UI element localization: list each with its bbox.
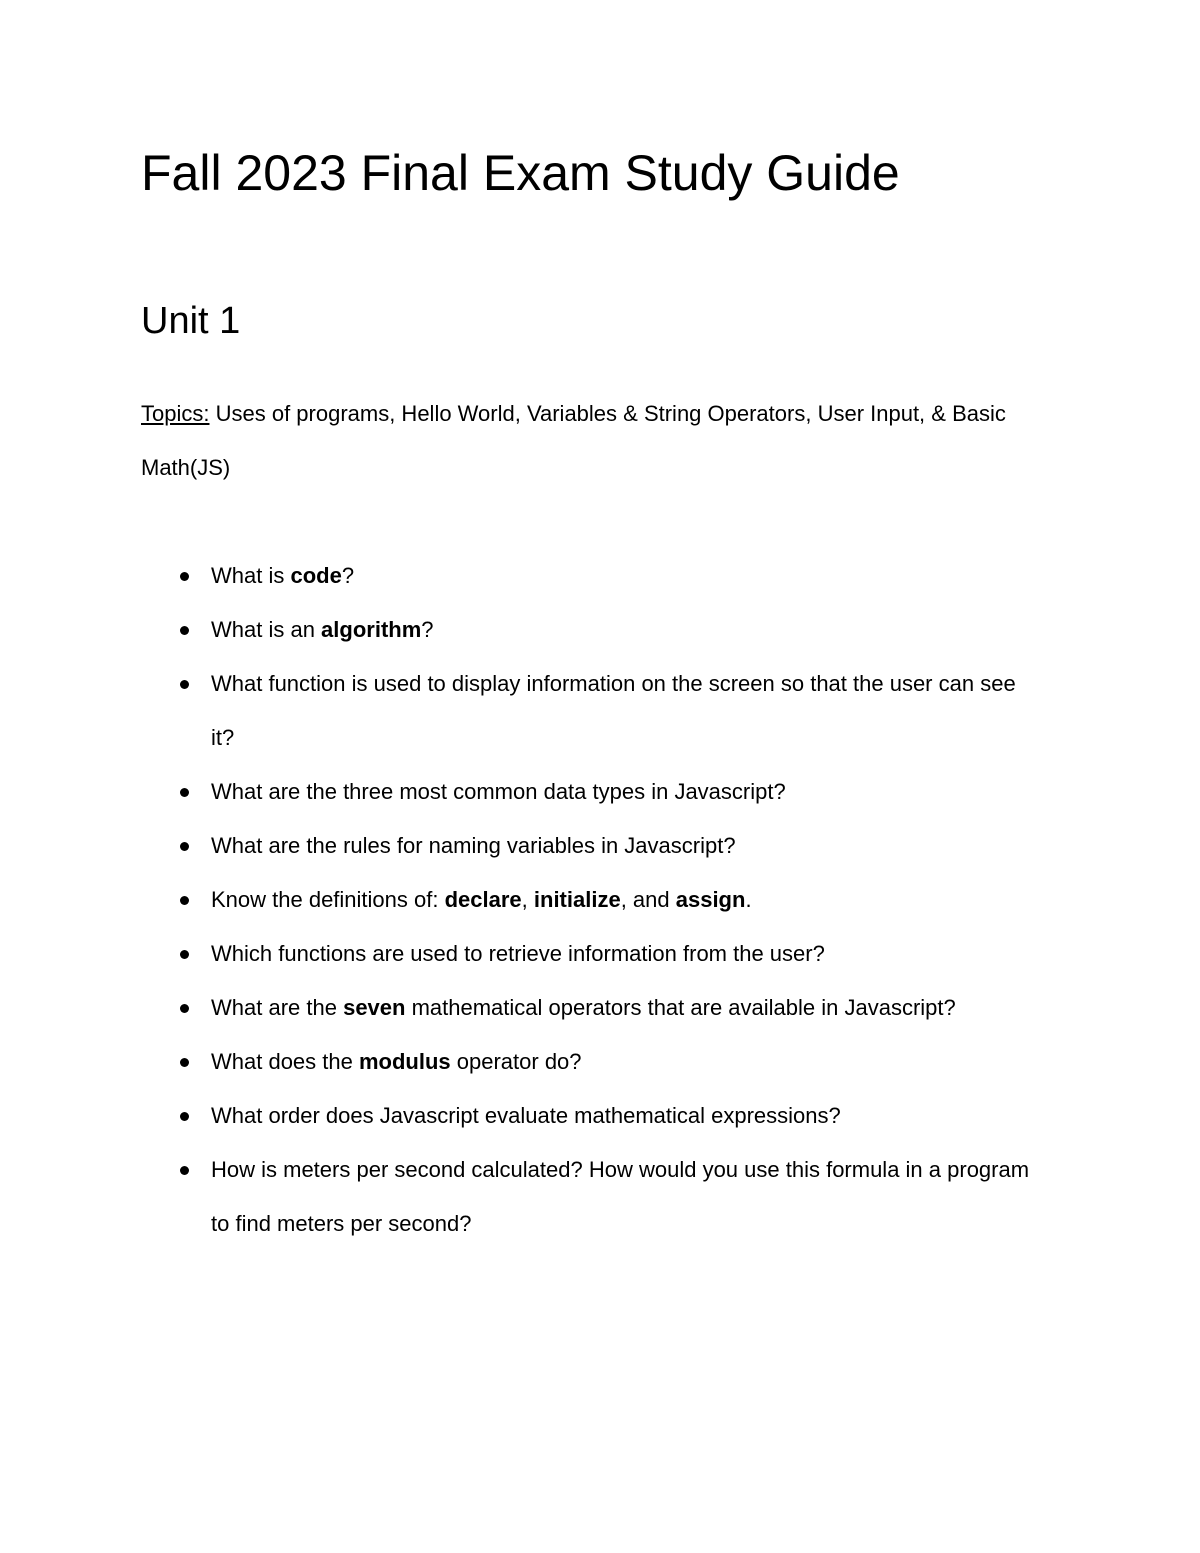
- question-text: ?: [421, 617, 434, 642]
- bullet-icon: [180, 680, 189, 689]
- question-text: What function is used to display information on the screen so that the user can see it?: [211, 671, 1016, 750]
- bullet-icon: [180, 896, 189, 905]
- question-text: What are the: [211, 995, 344, 1020]
- topics-text: Uses of programs, Hello World, Variables & String Operators, User Input, & Basic Math(JS): [141, 401, 1006, 480]
- question-text: ,: [521, 887, 534, 912]
- bullet-icon: [180, 572, 189, 581]
- question-item: [141, 819, 1041, 873]
- bullet-icon: [180, 1058, 189, 1067]
- bullet-icon: [180, 842, 189, 851]
- question-keyword: assign: [675, 887, 746, 912]
- question-item: [141, 873, 1041, 927]
- question-keyword: code: [290, 563, 342, 588]
- question-item: [141, 603, 1041, 657]
- topics-label: Topics:: [141, 401, 210, 426]
- bullet-icon: [180, 1112, 189, 1121]
- question-item: [141, 1143, 1041, 1251]
- question-text: What is an: [211, 617, 322, 642]
- question-text: How is meters per second calculated? How would you use this formula in a program to find meters per second?: [211, 1157, 1030, 1236]
- question-text: mathematical operators that are available in Javascript?: [405, 995, 956, 1020]
- question-item: [141, 765, 1041, 819]
- question-keyword: seven: [343, 995, 406, 1020]
- question-text: What are the three most common data types in Javascript?: [211, 779, 786, 804]
- question-keyword: algorithm: [321, 617, 422, 642]
- question-keyword: initialize: [533, 887, 621, 912]
- bullet-icon: [180, 788, 189, 797]
- question-text: operator do?: [450, 1049, 582, 1074]
- document-title: Fall 2023 Final Exam Study Guide: [141, 145, 900, 201]
- question-text: What is: [211, 563, 291, 588]
- bullet-icon: [180, 950, 189, 959]
- question-text: Know the definitions of:: [211, 887, 445, 912]
- question-item: [141, 1089, 1041, 1143]
- question-text: Which functions are used to retrieve information from the user?: [211, 941, 825, 966]
- question-text: ?: [341, 563, 355, 588]
- question-text: .: [745, 887, 752, 912]
- question-list: [141, 549, 1041, 1251]
- unit-heading: Unit 1: [141, 300, 241, 342]
- question-item: [141, 981, 1041, 1035]
- bullet-icon: [180, 626, 189, 635]
- question-item: [141, 1035, 1041, 1089]
- bullet-icon: [180, 1166, 189, 1175]
- question-text: What does the: [211, 1049, 359, 1074]
- question-item: [141, 927, 1041, 981]
- question-text: What order does Javascript evaluate mathematical expressions?: [211, 1103, 841, 1128]
- question-item: [141, 657, 1041, 765]
- bullet-icon: [180, 1004, 189, 1013]
- question-keyword: declare: [444, 887, 522, 912]
- question-keyword: modulus: [358, 1049, 451, 1074]
- question-text: , and: [620, 887, 676, 912]
- question-item: [141, 549, 1041, 603]
- topics-paragraph: [141, 387, 1041, 495]
- question-text: What are the rules for naming variables in Javascript?: [211, 833, 736, 858]
